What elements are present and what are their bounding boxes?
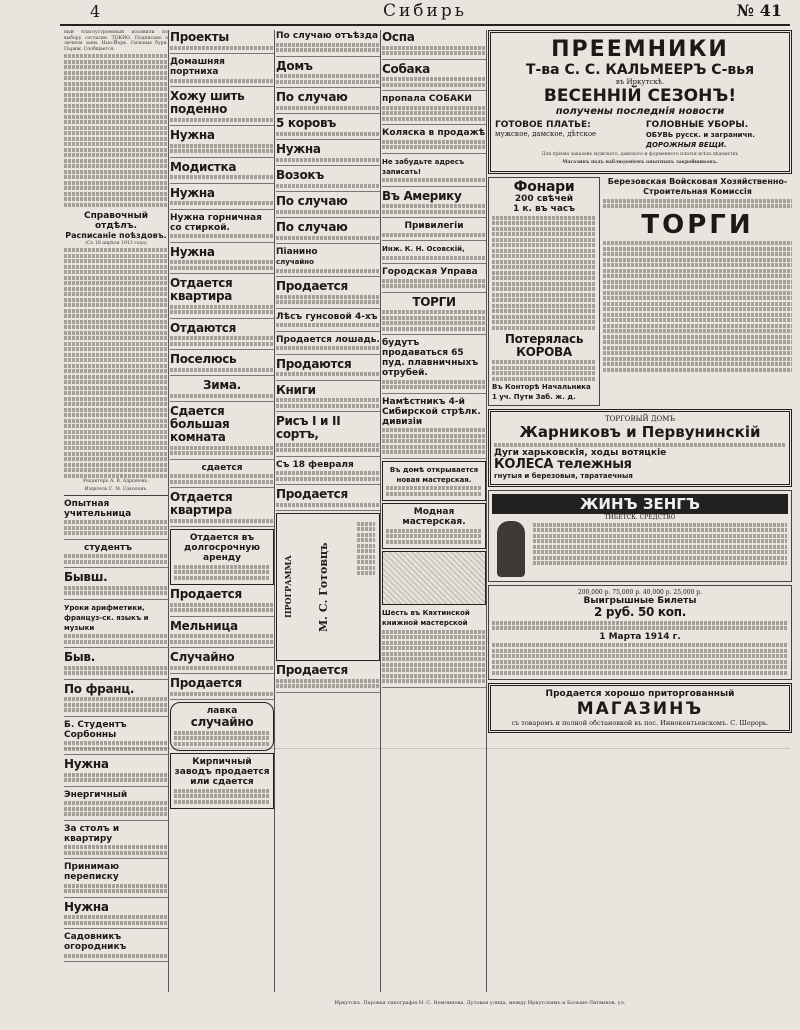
lead-text: ный благоустроенный изъявили по выбору согласие. ТОКИО. Подписано о личном заем. Нью-Йорк. Сильные бури. Париж. Сообщается. (64, 30, 168, 52)
ad-heading: Продается (276, 279, 348, 293)
kalmeyer-note: Для пріема заказовъ мужского, дамского и форменного платья всѣхъ вѣдомствъ (541, 152, 739, 157)
concert-program (276, 513, 380, 661)
reference-section-title: Справочный отдѣлъ. (83, 210, 149, 231)
commission-ad (603, 177, 792, 406)
ad-heading: Отдаются (170, 320, 236, 335)
ad-heading: Оспа (382, 30, 415, 44)
page-header (60, 0, 790, 26)
lottery-title: Выигрышные Билеты (583, 596, 697, 607)
ad-heading: Книги (276, 382, 316, 397)
kalmeyer-shoes: ОБУВЬ русск. и заграничн. (645, 131, 755, 139)
shop-sub: съ товаромъ и полной обстановкой въ пос. Иннокентьевскомъ. С. Шорорь. (511, 719, 769, 728)
ad-heading: Проекты (170, 30, 229, 44)
issue-number: № 41 (736, 1, 782, 20)
ad-heading: Бывш. (64, 570, 108, 585)
ad-heading: По случаю отъѣзда (276, 31, 379, 41)
printer-footer: Иркутскъ. Паровая типографія Н. С. Немчинова. Дутовая улица, между Иркутскимъ и Больше-Литвинов. ул. (334, 1000, 626, 1006)
kalmeyer-season: ВЕСЕННІЙ СЕЗОНЪ! (543, 86, 737, 106)
ad-heading: Шесть въ Кяхтинской книжной мастерской (382, 609, 470, 627)
ad-heading: Городская Управа (382, 267, 478, 277)
kalmeyer-city: въ Иркутскѣ. (615, 78, 665, 86)
ad-heading: Энергичный (64, 789, 128, 800)
ad-heading: сдается (201, 462, 243, 473)
ad-heading: Въ домѣ открывается новая мастерская. (389, 465, 479, 484)
zharnikov-arcs: Дуги харьковскія, ходы вотяцкіе (494, 448, 667, 459)
zharnikov-extra: гнутыя и березовыя, таратаечныя (494, 472, 633, 481)
kalmeyer-news: получены последнія новости (555, 106, 725, 117)
ad-heading: Инж. К. Н. Осовскій, (382, 245, 465, 253)
ad-heading: Нужна (276, 142, 321, 156)
page-number: 4 (90, 2, 101, 21)
kalmeyer-title: ПРЕЕМНИКИ (551, 37, 729, 62)
jinzeng-sub: ТИБЕТСК. СРЕДСТВО (604, 514, 676, 522)
lanterns-title: Фонари (513, 179, 575, 196)
ad-heading: Съ 18 февраля (276, 459, 354, 470)
ad-heading: Отдается квартира (170, 276, 233, 303)
column-rule (274, 30, 275, 992)
ad-heading: По случаю (276, 90, 348, 104)
ad-heading: Піанино (276, 247, 318, 257)
jinzeng-title: ЖИНЪ ЗЕНГЪ (492, 494, 788, 514)
ad-heading: Сдается большая комната (170, 404, 230, 444)
ad-heading: Мельница (170, 618, 238, 633)
zharnikov-firm: Жарниковъ и Первунинскій (519, 423, 761, 442)
ad-heading: По франц. (64, 681, 135, 696)
kalmeyer-dress-types: мужское, дамское, дѣтское (495, 130, 597, 138)
cow-title: Потерялась КОРОВА (504, 331, 584, 359)
ad-heading: Нужна (64, 899, 109, 914)
lottery-price: 2 руб. 50 коп. (594, 605, 686, 620)
shop-big: МАГАЗИНЪ (576, 699, 704, 720)
column-rule (486, 30, 487, 992)
ad-heading: случайно (276, 258, 314, 266)
ad-heading: Рисъ I и II сортъ, (276, 414, 341, 441)
ad-heading: Не забудьте адресъ записать! (382, 157, 465, 176)
lottery-ad (488, 585, 792, 680)
schedule-title: Расписаніе поѣздовъ. (65, 230, 167, 240)
shop-title: Продается хорошо приторгованный (545, 689, 735, 700)
commission-title: Березовская Войсковая Хозяйственно-Строительная Комиссія (607, 177, 788, 197)
figure-illustration (497, 521, 525, 577)
paper-fold (64, 748, 790, 749)
lottery-prizes: 200,000 р. 75,000 р. 40,000 р. 25,000 р. (577, 589, 703, 597)
ad-heading: Кирпичный заводъ продается или сдается (174, 757, 270, 787)
ad-heading: По случаю (276, 194, 348, 208)
kalmeyer-firm: Т-ва С. С. КАЛЬМЕЕРЪ С-вья (525, 62, 755, 78)
ad-heading: пропала СОБАКИ (382, 94, 472, 104)
lanterns-power: 200 свѣчей (514, 194, 574, 205)
ad-heading: Возокъ (276, 168, 324, 182)
ad-heading: 5 коровъ (276, 116, 336, 130)
column-5 (488, 30, 792, 992)
column-rule (380, 30, 381, 992)
ad-heading: Домашняя портниха (170, 57, 225, 77)
ad-heading: За столъ и квартиру (64, 823, 120, 844)
ad-heading: Садовникъ огородникъ (64, 932, 127, 953)
ad-heading: Собака (382, 61, 430, 76)
ad-heading: Нужна (170, 185, 215, 200)
column-3 (276, 30, 380, 992)
ad-heading: Поселюсь (170, 352, 237, 366)
lanterns-ad (488, 177, 600, 406)
ad-heading: Нужна (64, 757, 109, 772)
ad-heading: Отдается въ долгосрочную аренду (184, 533, 260, 563)
zharnikov-wheels: КОЛЕСА тележныя (494, 457, 632, 473)
column-rule (168, 30, 169, 992)
ad-heading: Продается (276, 487, 348, 501)
masthead: Сибирь (382, 1, 468, 21)
ad-heading: студентъ (84, 542, 132, 553)
ad-heading: Продаются (276, 356, 352, 371)
shop-ad (488, 683, 792, 733)
ad-heading: Лѣсъ гунсовой 4-хъ (276, 311, 378, 322)
column-4 (382, 30, 486, 992)
kalmeyer-hats: ГОЛОВНЫЕ УБОРЫ. (645, 120, 749, 130)
ad-heading: Отдается квартира (170, 490, 233, 517)
ad-heading: Продается лошадь. (276, 334, 380, 345)
ad-heading: Нужна (170, 244, 215, 259)
kalmeyer-footer: Магазинъ подъ наблюденіемъ опытныхъ закройщиковъ. (562, 159, 718, 165)
ad-heading: Быв. (64, 650, 95, 665)
ad-heading: По случаю (276, 220, 348, 234)
ad-heading: Принимаю переписку (64, 862, 119, 883)
kalmeyer-dress: ГОТОВОЕ ПЛАТЬЕ: (495, 120, 591, 130)
jinzeng-ad (488, 490, 792, 582)
lottery-draw: 1 Марта 1914 г. (599, 631, 681, 642)
ad-heading: Зима. (203, 378, 241, 392)
editor-line: Редакторъ А. В. Адріановъ. (83, 479, 149, 485)
ad-heading: Домъ (276, 58, 313, 73)
ad-heading: Нужна (170, 128, 215, 142)
ad-heading: Продается (276, 663, 348, 677)
column-2 (170, 30, 274, 992)
ad-heading: Намѣстникъ 4-й Сибирской стрѣлк. дивизіи (382, 396, 481, 427)
ad-heading: лавка (206, 706, 238, 716)
ad-heading: Опытная учительница (64, 498, 132, 519)
lanterns-cost: 1 к. въ часъ (513, 204, 575, 215)
ad-heading: случайно (190, 715, 254, 729)
ad-heading: Коляска в продажѣ (382, 128, 486, 138)
commission-torgi: ТОРГИ (641, 209, 754, 240)
column-1 (64, 30, 168, 992)
ad-heading: Уроки арифметики, француз-ск. языкъ и музыки (64, 603, 149, 632)
ad-heading: Продается (170, 587, 242, 601)
ad-heading: Б. Студентъ Сорбонны (64, 719, 127, 740)
ad-heading: Продается (170, 676, 242, 690)
ad-heading: Модная мастерская. (402, 507, 466, 527)
ad-heading: Хожу шить поденно (170, 89, 245, 116)
program-singer: М. С. Готовцъ (317, 542, 330, 632)
zharnikov-ad (488, 409, 792, 487)
ad-heading: будутъ продаваться 65 пуд. плавничныхъ отрубей. (382, 338, 479, 378)
publisher-line: Издатель С. М. Соколовъ. (64, 487, 168, 496)
ad-heading: Нужна горничная со стиркой. (170, 212, 262, 233)
ad-heading: Случайно (170, 650, 235, 664)
ad-heading: Модистка (170, 159, 237, 174)
ad-heading: Привилегіи (404, 221, 464, 231)
ad-heading: Въ Америку (382, 188, 462, 203)
schedule-note: (Съ 18 апрѣля 1913 года) (85, 240, 147, 246)
cow-reward: Въ Конторѣ Начальника 1 уч. Пути Заб. ж. д. (492, 383, 591, 402)
program-title: ПРОГРАММА (283, 555, 293, 619)
kalmeyer-ad (488, 30, 792, 174)
kalmeyer-travel: ДОРОЖНЫЯ ВЕЩИ. (645, 141, 727, 149)
zharnikov-label: ТОРГОВЫЙ ДОМЪ (604, 415, 675, 424)
ad-heading: ТОРГИ (412, 294, 456, 309)
ad-illustration (382, 551, 486, 605)
